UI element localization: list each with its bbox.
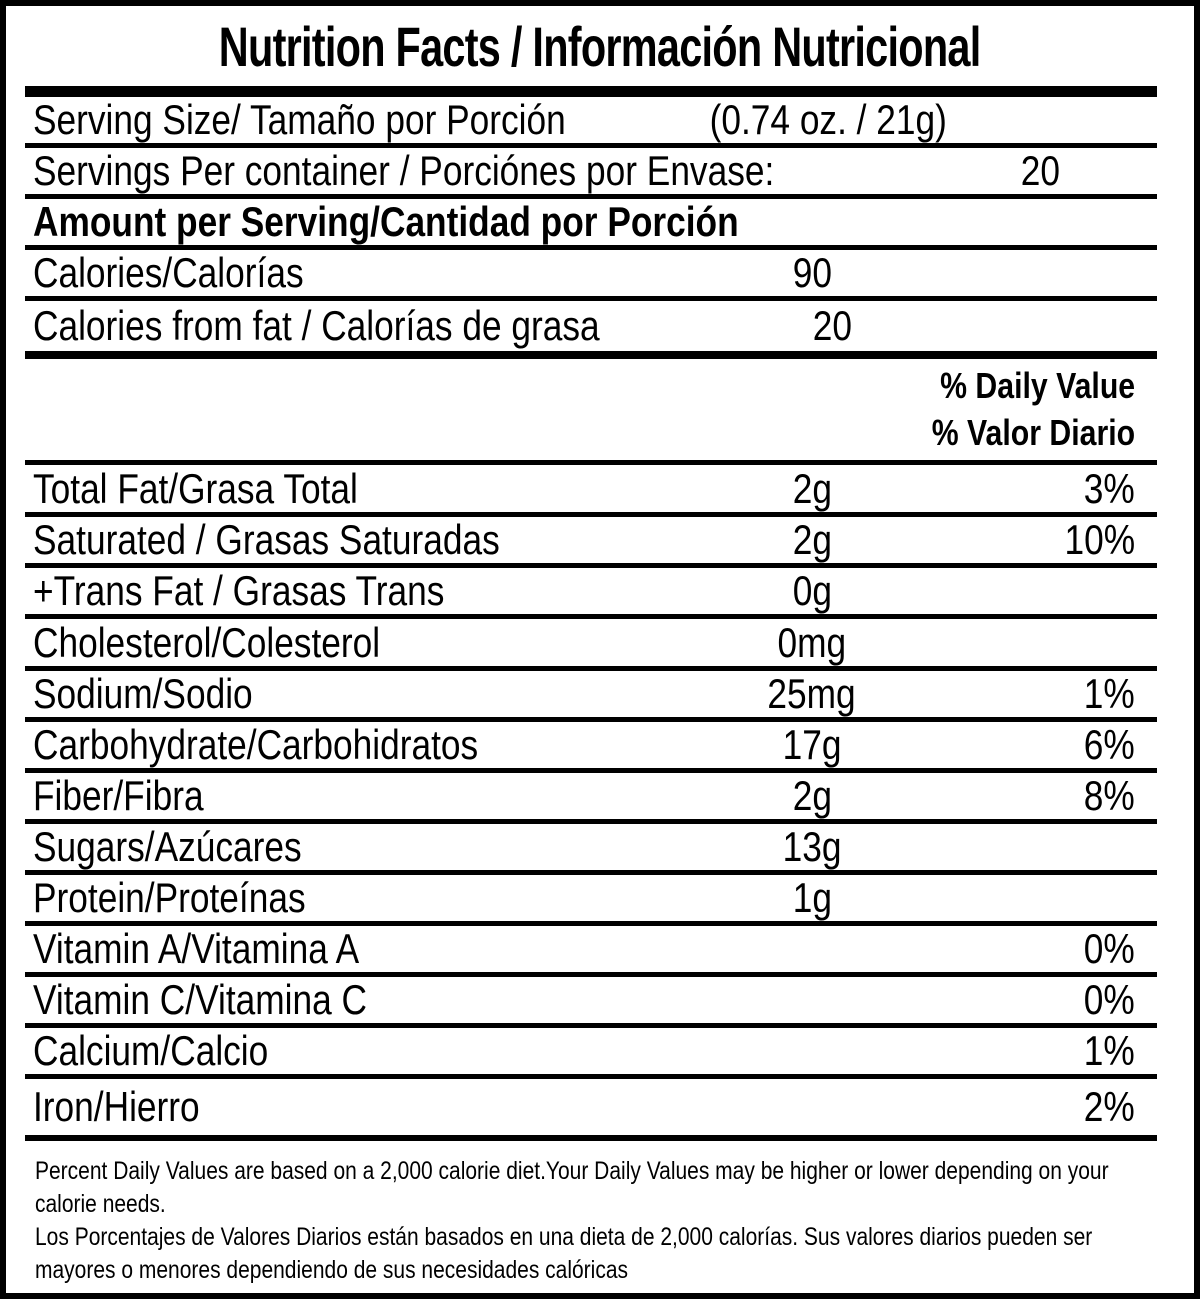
carbohydrate-value: 17g xyxy=(782,721,842,768)
vitamin-c-percent: 0% xyxy=(1084,976,1135,1023)
row-cholesterol xyxy=(25,619,1157,671)
vitamin-a-percent: 0% xyxy=(1084,925,1135,972)
trans-fat-value: 0g xyxy=(792,567,832,614)
trans-fat-label: +Trans Fat / Grasas Trans xyxy=(33,567,445,614)
calories-from-fat-value: 20 xyxy=(812,302,853,349)
row-servings-per-container xyxy=(25,148,1157,199)
sugars-label: Sugars/Azúcares xyxy=(33,823,302,870)
total-fat-label: Total Fat/Grasa Total xyxy=(33,464,358,512)
row-saturated-fat xyxy=(25,517,1157,568)
row-sodium xyxy=(25,671,1157,722)
fiber-label: Fiber/Fibra xyxy=(33,772,204,819)
sodium-percent: 1% xyxy=(1084,670,1135,717)
serving-size-value: (0.74 oz. / 21g) xyxy=(709,96,947,143)
protein-value: 1g xyxy=(792,874,832,921)
label-title: Nutrition Facts / Información Nutricional xyxy=(219,14,981,78)
row-calories-from-fat xyxy=(25,301,1157,359)
row-calcium xyxy=(25,1028,1157,1079)
row-trans-fat xyxy=(25,568,1157,619)
footnote-spanish: Los Porcentajes de Valores Diarios están basados en una dieta de 2,000 calorías. Sus valores diarios pueden ser mayores o menores dependiendo de sus necesidades calóricas xyxy=(35,1223,1093,1284)
calcium-percent: 1% xyxy=(1084,1027,1135,1074)
daily-value-header-block xyxy=(25,359,1157,465)
calories-from-fat-label: Calories from fat / Calorías de grasa xyxy=(33,302,600,349)
row-protein xyxy=(25,875,1157,926)
cholesterol-value: 0mg xyxy=(777,618,847,666)
saturated-fat-label: Saturated / Grasas Saturadas xyxy=(33,516,500,563)
row-total-fat xyxy=(25,465,1157,517)
fiber-percent: 8% xyxy=(1084,772,1135,819)
sugars-value: 13g xyxy=(782,823,842,870)
cholesterol-label: Cholesterol/Colesterol xyxy=(33,618,381,666)
serving-size-label: Serving Size/ Tamaño por Porción xyxy=(33,96,566,143)
iron-percent: 2% xyxy=(1084,1083,1135,1130)
total-fat-value: 2g xyxy=(792,464,832,512)
row-vitamin-a xyxy=(25,926,1157,977)
iron-label: Iron/Hierro xyxy=(33,1083,200,1130)
row-amount-per-serving-header xyxy=(25,199,1157,250)
calcium-label: Calcium/Calcio xyxy=(33,1027,269,1074)
row-vitamin-c xyxy=(25,977,1157,1028)
sodium-label: Sodium/Sodio xyxy=(33,670,253,717)
calories-label: Calories/Calorías xyxy=(33,249,304,296)
label-header xyxy=(6,6,1194,86)
carbohydrate-label: Carbohydrate/Carbohidratos xyxy=(33,721,479,768)
servings-per-container-value: 20 xyxy=(1020,147,1061,194)
fiber-value: 2g xyxy=(792,772,832,819)
servings-per-container-label: Servings Per container / Porciónes por Envase: xyxy=(33,147,775,194)
amount-per-serving-header: Amount per Serving/Cantidad por Porción xyxy=(33,198,739,245)
footnote-block xyxy=(25,1141,1157,1293)
footnote-english: Percent Daily Values are based on a 2,000 calorie diet.Your Daily Values may be higher or lower depending on your calorie needs. xyxy=(35,1157,1109,1218)
vitamin-a-label: Vitamin A/Vitamina A xyxy=(33,925,360,972)
row-fiber xyxy=(25,773,1157,824)
daily-value-header-en: % Daily Value xyxy=(940,364,1135,406)
row-carbohydrate xyxy=(25,722,1157,773)
saturated-fat-percent: 10% xyxy=(1064,516,1135,563)
saturated-fat-value: 2g xyxy=(792,516,832,563)
row-calories xyxy=(25,250,1157,301)
protein-label: Protein/Proteínas xyxy=(33,874,306,921)
row-serving-size xyxy=(25,97,1157,148)
row-sugars xyxy=(25,824,1157,875)
calories-value: 90 xyxy=(792,249,832,296)
row-iron xyxy=(25,1079,1157,1141)
total-fat-percent: 3% xyxy=(1084,464,1135,512)
sodium-value: 25mg xyxy=(767,670,857,717)
vitamin-c-label: Vitamin C/Vitamina C xyxy=(33,976,367,1023)
carbohydrate-percent: 6% xyxy=(1084,721,1135,768)
daily-value-header-es: % Valor Diario xyxy=(931,412,1135,454)
